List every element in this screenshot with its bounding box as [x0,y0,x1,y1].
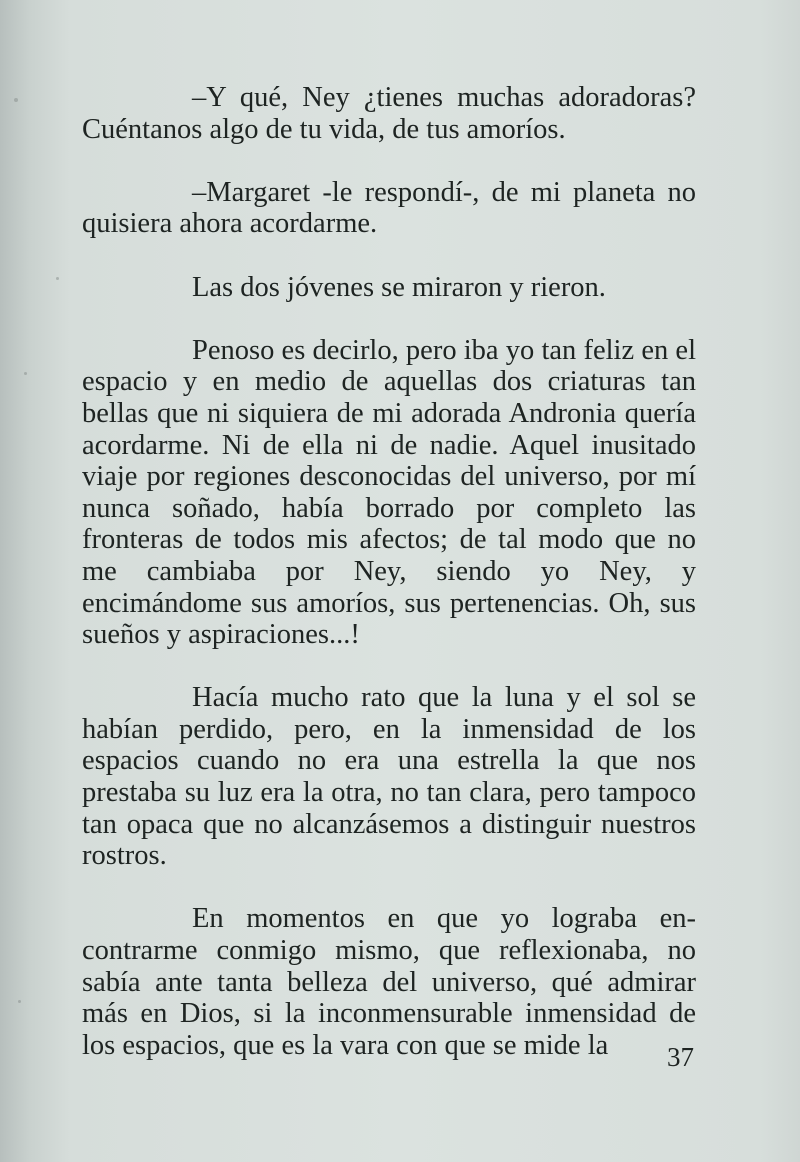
body-text [82,82,696,1093]
paper-speck [24,372,27,375]
paper-speck [14,98,18,102]
paper-speck [18,1000,21,1003]
paragraph: –Margaret -le respondí-, de mi planeta no quisiera ahora acordarme. [82,176,696,240]
paragraph: Penoso es decirlo, pero iba yo tan feliz en el espacio y en medio de aquellas dos criaturas tan bellas que ni siquiera de mi adorada Andronia quería acordarme. Ni de ella ni de nadie. Aquel inusitado viaje por regiones desconocidas del universo, por mí nunca soñado, había borrado por completo las fronteras de todos mis afectos; de tal modo que no me cambiaba por Ney, siendo yo Ney, y encimándome sus amoríos, sus pertenencias. Oh, sus sueños y aspiraciones...! [82,334,696,651]
paper-speck [56,277,59,280]
page-number: 37 [667,1042,694,1072]
paragraph: –Y qué, Ney ¿tienes muchas adoradoras? Cuéntanos algo de tu vida, de tus amoríos. [82,82,696,145]
paragraph: Hacía mucho rato que la luna y el sol se habían perdido, pero, en la inmensidad de los espacios cuando no era una estrella la que nos prestaba su luz era la otra, no tan clara, pero tampoco tan opaca que no alcanzásemos a distinguir nuestros rostros. [82,682,696,872]
paragraph: Las dos jóvenes se miraron y rieron. [192,271,606,303]
paragraph: En momentos en que yo lograba encontrarme conmigo mismo, que reflexionaba, no sabía ante tanta belleza del universo, qué admirar más en Dios, si la inconmensurable inmensidad de los espacios, que es la vara con que se mide la [82,903,696,1061]
